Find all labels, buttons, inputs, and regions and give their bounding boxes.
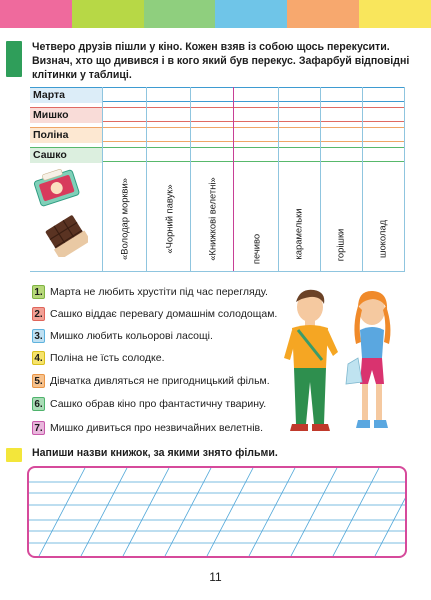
grid-row-sashko[interactable] (30, 147, 405, 162)
clue-text: Поліна не їсть солодке. (50, 352, 165, 364)
grid-column-line (278, 87, 279, 272)
grid-column-line (233, 87, 234, 272)
clue-text: Сашко обрав кіно про фантастичну тварину. (50, 398, 267, 410)
clue-text: Дівчатка дивляться не пригодницький фільм. (50, 375, 270, 387)
top-color-bar (0, 0, 431, 28)
clue-number: 5. (32, 374, 45, 388)
clue-number: 6. (32, 397, 45, 411)
row-label-mishko: Мишко (30, 108, 102, 123)
handwriting-lines (29, 468, 405, 556)
clue-text: Мишко любить кольорові ласощі. (50, 330, 213, 342)
clue-6 (32, 396, 266, 412)
grid-bottom-line (30, 271, 405, 272)
clue-3 (32, 328, 213, 344)
clue-5 (32, 373, 270, 389)
grid-column-line (102, 87, 103, 272)
kids-illustration (280, 286, 410, 438)
column-label: «Володар моркви» (118, 178, 130, 260)
grid-column-line (362, 87, 363, 272)
grid-column-line (404, 87, 405, 272)
top-bar-segment (0, 0, 72, 28)
handwriting-lines-box[interactable] (27, 466, 407, 558)
clue-text: Мишко дивиться про незвичайних велетнів. (50, 422, 264, 434)
grid-row-mishko[interactable] (30, 107, 405, 122)
task2-marker (6, 448, 22, 462)
task-marker (6, 41, 22, 77)
page-number: 11 (209, 570, 222, 584)
top-bar-segment (72, 0, 144, 28)
top-bar-segment (287, 0, 359, 28)
top-bar-segment (144, 0, 216, 28)
clue-number: 3. (32, 329, 45, 343)
grid-row-polina[interactable] (30, 127, 405, 142)
grid-column-line (320, 87, 321, 272)
chocolate-bar-illustration (44, 213, 88, 257)
clue-text: Сашко віддає перевагу домашнім солодощам. (50, 308, 278, 320)
column-label: горішки (334, 228, 346, 262)
candy-pack-illustration (33, 167, 81, 211)
column-label: «Чорний павук» (163, 184, 175, 254)
clue-text: Марта не любить хрустіти під час перегляду. (50, 286, 268, 298)
column-label: «Книжкові велетні» (206, 177, 218, 261)
column-label: шоколад (376, 219, 388, 259)
top-bar-segment (215, 0, 287, 28)
clue-number: 4. (32, 351, 45, 365)
grid-column-line (146, 87, 147, 272)
clue-4 (32, 350, 165, 366)
clue-2 (32, 306, 277, 322)
clue-number: 2. (32, 307, 45, 321)
grid-row-marta[interactable] (30, 87, 405, 102)
grid-column-line (190, 87, 191, 272)
task2-text: Напиши назви книжок, за якими знято фільми. (32, 447, 278, 459)
task-text: Четверо друзів пішли у кіно. Кожен взяв із собою щось перекусити. Визнач, хто що дивився і в кого який був перекус. Зафарбуй відповідні клітинки у таблиці. (32, 41, 410, 81)
row-label-marta: Марта (30, 88, 102, 103)
row-label-sashko: Сашко (30, 148, 102, 163)
clue-number: 1. (32, 285, 45, 299)
clue-number: 7. (32, 421, 45, 435)
top-bar-segment (359, 0, 431, 28)
clue-1 (32, 284, 268, 300)
row-label-polina: Поліна (30, 128, 102, 143)
clue-7 (32, 420, 263, 436)
column-label: печиво (250, 233, 262, 265)
column-label: карамельки (292, 208, 304, 260)
